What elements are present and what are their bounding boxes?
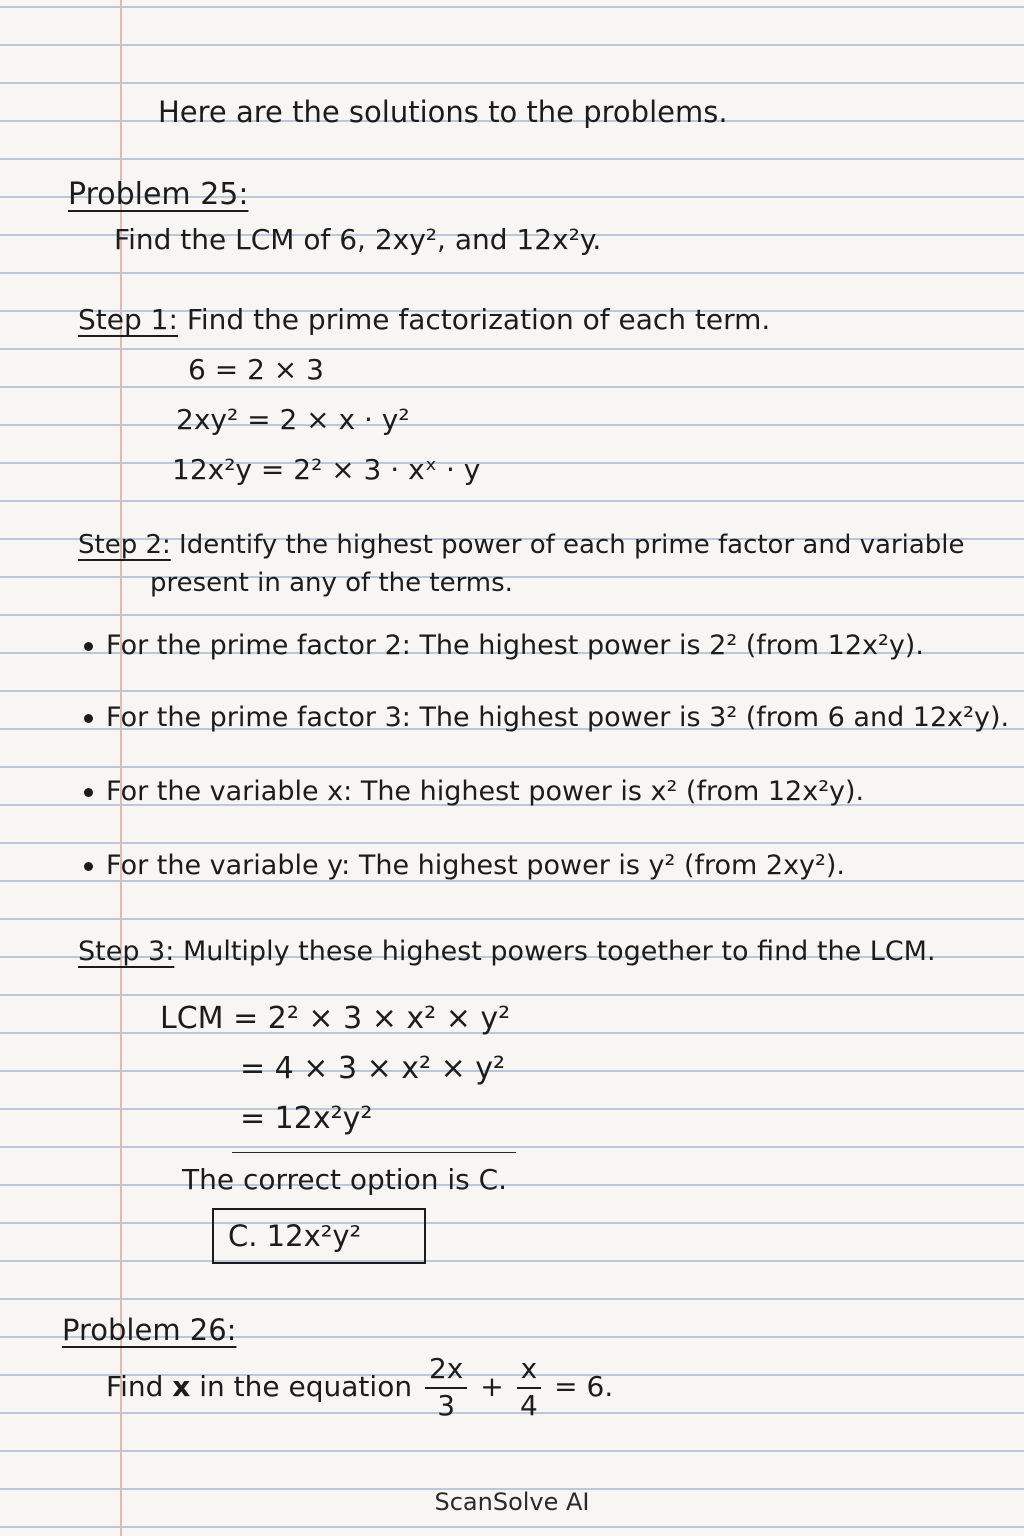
step-3-text: Multiply these highest powers together to find the LCM.: [182, 936, 936, 967]
bullet-prime-2: For the prime factor 2: The highest power is 2² (from 12x²y).: [106, 630, 924, 661]
bullet-variable-x: For the variable x: The highest power is x² (from 12x²y).: [106, 776, 865, 807]
statement-prefix: Find: [106, 1369, 164, 1403]
lcm-calc-line-2: = 4 × 3 × x² × y²: [240, 1051, 506, 1086]
fraction-denominator: 4: [520, 1388, 538, 1422]
fraction-numerator: 2x: [425, 1354, 467, 1389]
problem-25-title: Problem 25:: [68, 177, 249, 212]
bullet-variable-y: For the variable y: The highest power is y² (from 2xy²).: [106, 850, 845, 881]
fraction-2x-over-3: [425, 1354, 467, 1422]
bullet-dot: [84, 714, 93, 723]
lcm-calc-line-1: LCM = 2² × 3 × x² × y²: [160, 1001, 511, 1036]
lcm-calc-line-3: = 12x²y²: [240, 1101, 373, 1136]
step-2-text-line-1: Identify the highest power of each prime factor and variable: [179, 530, 965, 560]
factorization-line-3: 12x²y = 2² × 3 · xˣ · y: [172, 453, 481, 486]
bullet-dot: [84, 788, 93, 797]
fraction-denominator: 3: [437, 1388, 456, 1422]
step-1-row: [78, 303, 771, 336]
equation-rhs: = 6.: [554, 1369, 614, 1403]
problem-25-statement: Find the LCM of 6, 2xy², and 12x²y.: [114, 223, 602, 256]
fraction-x-over-4: [517, 1354, 542, 1422]
intro-text: Here are the solutions to the problems.: [158, 95, 728, 129]
plus-sign: +: [480, 1369, 504, 1403]
divider-rule: [232, 1152, 516, 1153]
step-1-label: Step 1:: [78, 303, 178, 336]
bullet-prime-3: For the prime factor 3: The highest power is 3² (from 6 and 12x²y).: [106, 702, 1010, 733]
problem-26-title: Problem 26:: [62, 1313, 237, 1347]
problem-26-statement: [106, 1354, 613, 1422]
step-1-text: Find the prime factorization of each term.: [186, 303, 771, 336]
variable-x: x: [172, 1369, 191, 1403]
statement-mid: in the equation: [199, 1369, 413, 1403]
bullet-dot: [84, 862, 93, 871]
step-2-text-line-2: present in any of the terms.: [150, 568, 513, 598]
fraction-numerator: x: [517, 1354, 542, 1389]
step-3-label: Step 3:: [78, 936, 175, 967]
footer-brand: ScanSolve AI: [434, 1488, 590, 1516]
step-2-label: Step 2:: [78, 530, 171, 560]
step-3-row: [78, 938, 936, 965]
answer-text: C. 12x²y²: [228, 1219, 362, 1253]
conclusion-text: The correct option is C.: [182, 1163, 508, 1196]
bullet-dot: [84, 642, 93, 651]
factorization-line-2: 2xy² = 2 × x · y²: [176, 403, 410, 436]
factorization-line-1: 6 = 2 × 3: [188, 353, 324, 386]
step-2-row: [78, 532, 965, 558]
